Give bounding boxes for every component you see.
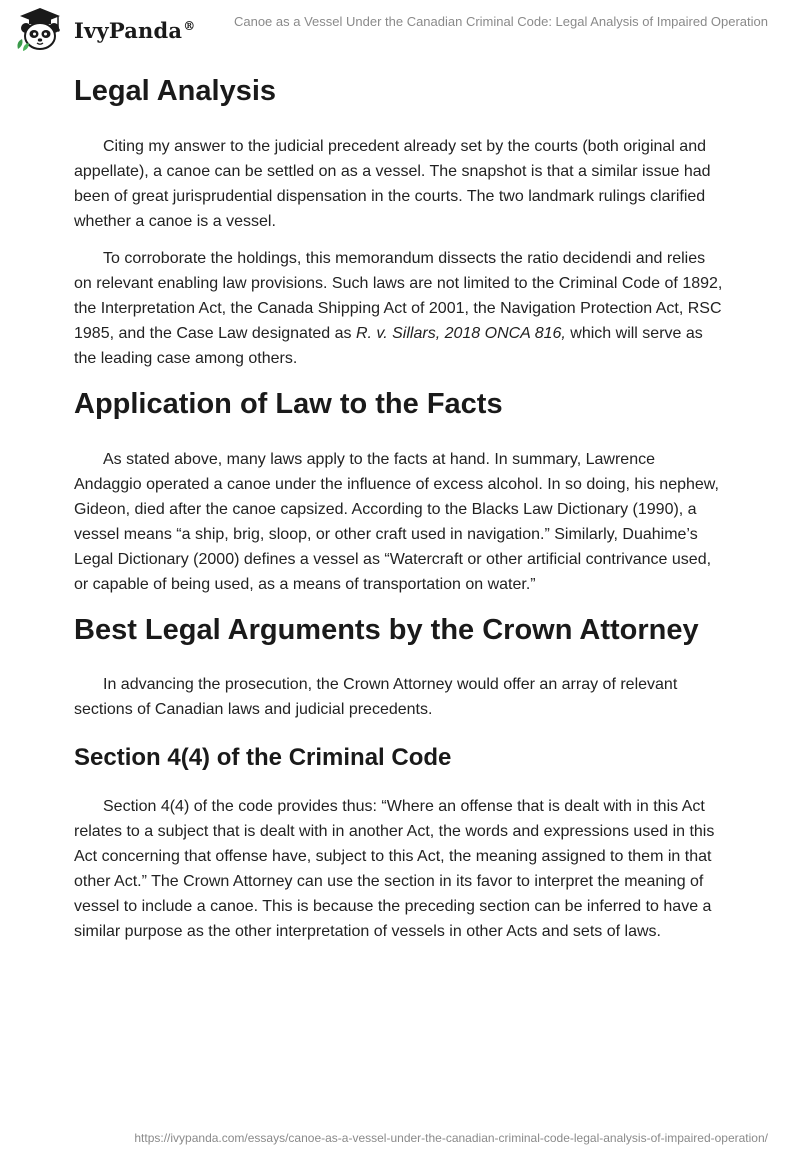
heading-crown-arguments: Best Legal Arguments by the Crown Attorney: [74, 613, 699, 646]
paragraph-text: which will serve as the leading case among others.: [74, 324, 703, 367]
heading-section-4-4: Section 4(4) of the Criminal Code: [74, 744, 452, 772]
paragraph-legal-analysis-2: [74, 246, 724, 371]
document-title: Canoe as a Vessel Under the Canadian Criminal Code: Legal Analysis of Impaired Operation: [233, 14, 768, 29]
heading-legal-analysis: Legal Analysis: [74, 75, 277, 107]
paragraph-text: To corroborate the holdings, this memorandum dissects the ratio decidendi and relies on relevant enabling law provisions. Such laws are not limited to the Criminal Code of 1892, the Interpretation Act, the Canada Shipping Act of 2001, the Navigation Protection Act, RSC 1985, and the Case Law designated as: [74, 249, 723, 342]
paragraph-section-4-4: Section 4(4) of the code provides thus: “Where an offense that is dealt with in this Act relates to a subject that is dealt with in another Act, the words and expressions used in this Act concerning that offense have, subject to this Act, the meaning assigned to them in that other Act.” The Crown Attorney can use the section in its favor to interpret the meaning of vessel to include a canoe. This is because the preceding section can be inferred to have a similar purpose as the other interpretation of vessels in other Acts and sets of laws.: [74, 798, 715, 941]
brand-name: IvyPanda®: [74, 17, 196, 43]
heading-application-of-law: Application of Law to the Facts: [74, 387, 503, 420]
page-header: [0, 0, 800, 60]
registered-mark: ®: [183, 18, 196, 33]
paragraph-crown-1: In advancing the prosecution, the Crown Attorney would offer an array of relevant sections of Canadian laws and judicial precedents.: [74, 676, 678, 719]
paragraph-application-1: As stated above, many laws apply to the facts at hand. In summary, Lawrence Andaggio operated a canoe under the influence of excess alcohol. In so doing, his nephew, Gideon, died after the canoe capsized. According to the Blacks Law Dictionary (1990), a vessel means “a ship, brig, sloop, or other craft used in navigation.” Similarly, Duahime’s Legal Dictionary (2000) defines a vessel as “Watercraft or other artificial contrivance used, or capable of being used, as a means of transportation on water.”: [74, 450, 719, 593]
panda-graduate-icon: [14, 7, 66, 53]
ivypanda-logo[interactable]: [14, 8, 195, 52]
essay-content: [74, 68, 724, 944]
source-url[interactable]: https://ivypanda.com/essays/canoe-as-a-vessel-under-the-canadian-criminal-code-legal-analysis-of-impaired-operation/: [134, 1131, 768, 1145]
case-citation: R. v. Sillars, 2018 ONCA 816,: [355, 324, 566, 342]
paragraph-legal-analysis-1: Citing my answer to the judicial precedent already set by the courts (both original and appellate), a canoe can be settled on as a vessel. The snapshot is that a similar issue had been of great jurisprudential dispensation in the courts. The two landmark rulings clarified whether a canoe is a vessel.: [74, 137, 711, 230]
